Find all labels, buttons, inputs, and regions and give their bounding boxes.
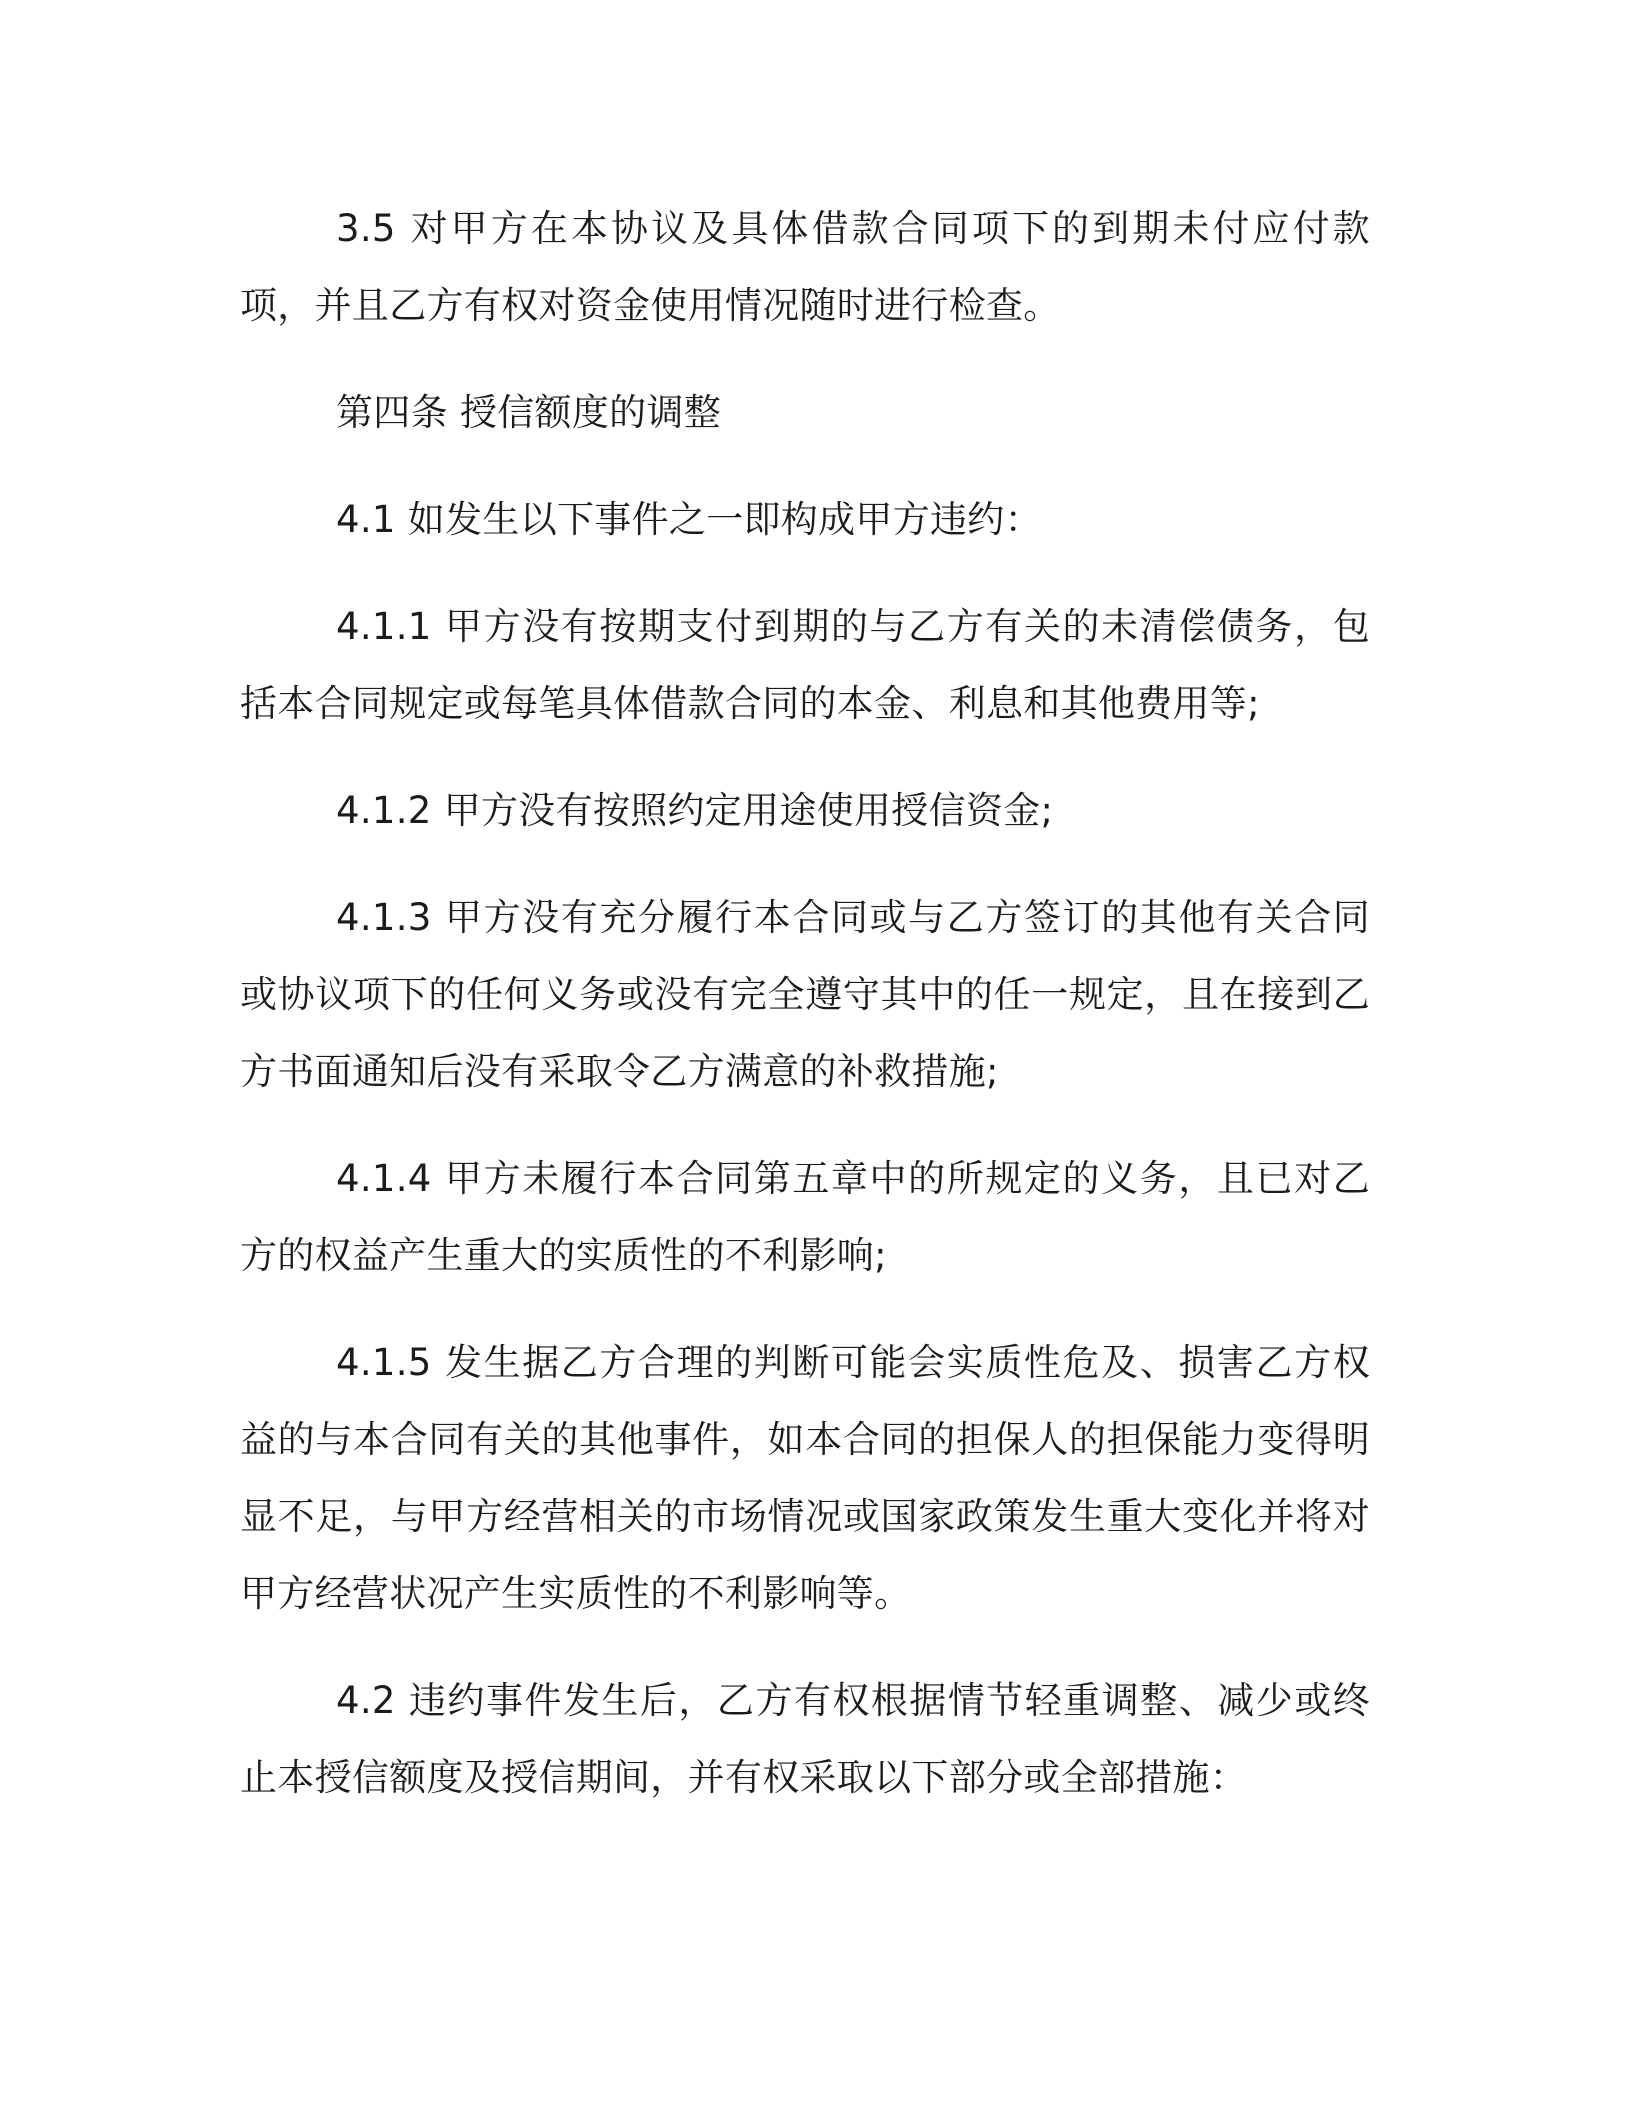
paragraph-3-5: 3.5 对甲方在本协议及具体借款合同项下的到期未付应付款项，并且乙方有权对资金使用情况随时进行检查。 bbox=[240, 207, 1370, 327]
paragraph-4-1-5: 4.1.5 发生据乙方合理的判断可能会实质性危及、损害乙方权益的与本合同有关的其他事件，如本合同的担保人的担保能力变得明显不足，与甲方经营相关的市场情况或国家政策发生重大变化并将对甲方经营状况产生实质性的不利影响等。 bbox=[240, 1341, 1370, 1615]
paragraph-4-1-1: 4.1.1 甲方没有按期支付到期的与乙方有关的未清偿债务，包括本合同规定或每笔具体借款合同的本金、利息和其他费用等; bbox=[240, 605, 1370, 725]
paragraph-4-1-3: 4.1.3 甲方没有充分履行本合同或与乙方签订的其他有关合同或协议项下的任何义务或没有完全遵守其中的任一规定，且在接到乙方书面通知后没有采取令乙方满意的补救措施; bbox=[240, 896, 1370, 1093]
article-4-heading: 第四条 授信额度的调整 bbox=[336, 391, 722, 434]
paragraph-4-1: 4.1 如发生以下事件之一即构成甲方违约： bbox=[336, 498, 1042, 541]
paragraph-4-2: 4.2 违约事件发生后，乙方有权根据情节轻重调整、减少或终止本授信额度及授信期间，并有权采取以下部分或全部措施： bbox=[240, 1679, 1370, 1799]
document-page bbox=[240, 190, 1370, 1816]
paragraph-4-1-4: 4.1.4 甲方未履行本合同第五章中的所规定的义务，且已对乙方的权益产生重大的实质性的不利影响; bbox=[240, 1157, 1370, 1277]
paragraph-4-1-2: 4.1.2 甲方没有按照约定用途使用授信资金; bbox=[336, 789, 1054, 832]
